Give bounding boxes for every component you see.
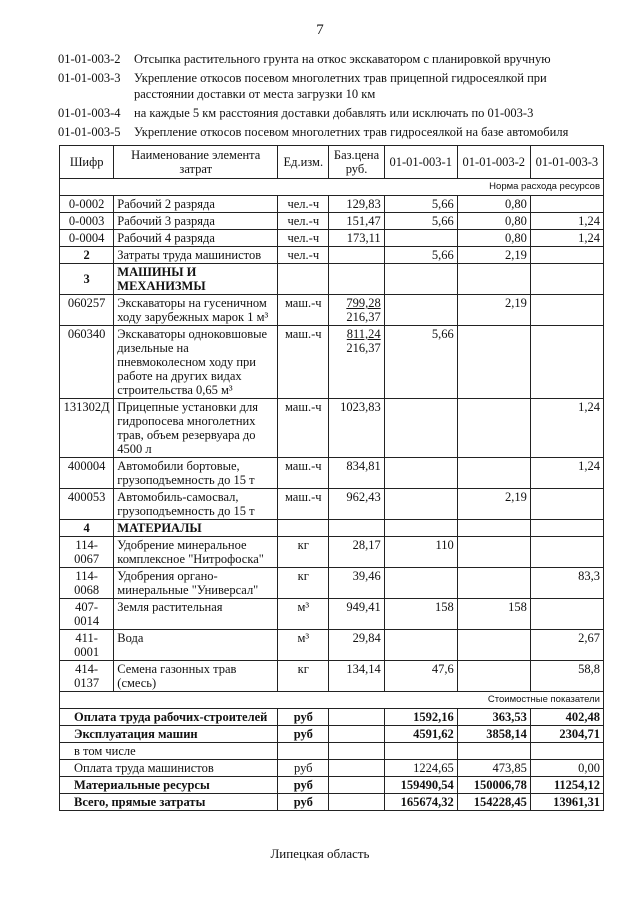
row-v3: [530, 326, 603, 399]
empty-cell: [329, 726, 384, 743]
summary-v2: 473,85: [457, 760, 530, 777]
code-text: Отсыпка растительного грунта на откос экскаватором с планировкой вручную: [134, 52, 551, 66]
row-v2: [457, 326, 530, 399]
summary-row: [60, 743, 604, 760]
code-text: на каждые 5 км расстояния доставки добавлять или исключать по 01-003-3: [134, 106, 534, 120]
row-price: [329, 326, 384, 399]
row-v3: 1,24: [530, 230, 603, 247]
row-v3: [530, 537, 603, 568]
empty-cell: [457, 520, 530, 537]
row-v2: 2,19: [457, 247, 530, 264]
row-price: 834,81: [329, 458, 384, 489]
row-name: Автомобили бортовые, грузоподъемность до 15 т: [114, 458, 278, 489]
row-price: [329, 295, 384, 326]
row-v2: [457, 399, 530, 458]
row-name: Затраты труда машинистов: [114, 247, 278, 264]
row-v1: [384, 489, 457, 520]
summary-v2: [457, 743, 530, 760]
row-v2: [457, 537, 530, 568]
summary-unit: руб: [278, 709, 329, 726]
row-price: 29,84: [329, 630, 384, 661]
table-header-row: [60, 146, 604, 179]
row-v3: 1,24: [530, 458, 603, 489]
code-line: [58, 105, 603, 121]
row-unit: маш.-ч: [278, 489, 329, 520]
summary-row: [60, 709, 604, 726]
header-v3: 01-01-003-3: [530, 146, 603, 179]
page-footer: Липецкая область: [270, 846, 370, 861]
table-row: [60, 599, 604, 630]
row-unit: маш.-ч: [278, 326, 329, 399]
code-id: 01-01-003-3: [58, 71, 121, 85]
row-unit: кг: [278, 537, 329, 568]
summary-row: [60, 794, 604, 811]
table-row: [60, 213, 604, 230]
summary-label: Всего, прямые затраты: [60, 794, 278, 811]
row-price: 129,83: [329, 196, 384, 213]
empty-cell: [329, 760, 384, 777]
row-v1: [384, 458, 457, 489]
row-v1: [384, 230, 457, 247]
row-code: 407-0014: [60, 599, 114, 630]
row-name: Земля растительная: [114, 599, 278, 630]
summary-unit: руб: [278, 760, 329, 777]
row-unit: м³: [278, 599, 329, 630]
section-title: МАТЕРИАЛЫ: [114, 520, 278, 537]
row-unit: маш.-ч: [278, 295, 329, 326]
summary-v3: 402,48: [530, 709, 603, 726]
price-main: 799,28: [346, 296, 381, 310]
row-v1: 5,66: [384, 326, 457, 399]
row-price: 962,43: [329, 489, 384, 520]
row-unit: чел.-ч: [278, 230, 329, 247]
row-v3: 1,24: [530, 213, 603, 230]
header-code: Шифр: [60, 146, 114, 179]
summary-v1: [384, 743, 457, 760]
row-code: 2: [60, 247, 114, 264]
row-code: 0-0004: [60, 230, 114, 247]
code-line: [58, 70, 603, 102]
row-price: 1023,83: [329, 399, 384, 458]
row-v1: 5,66: [384, 196, 457, 213]
table-row: [60, 326, 604, 399]
row-v3: [530, 489, 603, 520]
row-name: Прицепные установки для гидропосева многолетних трав, объем резервуара до 4500 л: [114, 399, 278, 458]
row-v3: 83,3: [530, 568, 603, 599]
section-code: 3: [60, 264, 114, 295]
summary-v3: 0,00: [530, 760, 603, 777]
summary-unit: руб: [278, 794, 329, 811]
summary-row: [60, 760, 604, 777]
empty-cell: [329, 264, 384, 295]
cost-label: Стоимостные показатели: [60, 692, 604, 709]
row-price: 28,17: [329, 537, 384, 568]
empty-cell: [329, 709, 384, 726]
empty-cell: [278, 264, 329, 295]
summary-v3: 11254,12: [530, 777, 603, 794]
empty-cell: [329, 794, 384, 811]
row-name: Вода: [114, 630, 278, 661]
table-row: [60, 295, 604, 326]
row-price: 949,41: [329, 599, 384, 630]
row-code: 114-0068: [60, 568, 114, 599]
empty-cell: [530, 520, 603, 537]
row-v1: 158: [384, 599, 457, 630]
row-code: 060257: [60, 295, 114, 326]
row-v3: [530, 295, 603, 326]
row-v2: [457, 568, 530, 599]
summary-unit: руб: [278, 777, 329, 794]
summary-unit: [278, 743, 329, 760]
header-v1: 01-01-003-1: [384, 146, 457, 179]
table-row: [60, 537, 604, 568]
row-name: Экскаваторы одноковшовые дизельные на пневмоколесном ходу при работе на других видах строительства 0,65 м³: [114, 326, 278, 399]
row-price: 134,14: [329, 661, 384, 692]
row-name: Рабочий 2 разряда: [114, 196, 278, 213]
summary-v2: 363,53: [457, 709, 530, 726]
summary-label: в том числе: [60, 743, 278, 760]
row-unit: кг: [278, 661, 329, 692]
summary-v2: 3858,14: [457, 726, 530, 743]
row-name: Рабочий 4 разряда: [114, 230, 278, 247]
row-v1: [384, 399, 457, 458]
row-code: 400053: [60, 489, 114, 520]
row-unit: кг: [278, 568, 329, 599]
row-v1: 5,66: [384, 213, 457, 230]
summary-label: Эксплуатация машин: [60, 726, 278, 743]
row-v2: 2,19: [457, 489, 530, 520]
summary-label: Материальные ресурсы: [60, 777, 278, 794]
row-v3: [530, 196, 603, 213]
row-code: 114-0067: [60, 537, 114, 568]
row-v2: 0,80: [457, 213, 530, 230]
header-name: Наименование элемента затрат: [114, 146, 278, 179]
row-code: 0-0003: [60, 213, 114, 230]
table-row: [60, 399, 604, 458]
resource-table: [59, 145, 604, 811]
code-id: 01-01-003-2: [58, 52, 121, 66]
row-unit: чел.-ч: [278, 213, 329, 230]
row-v3: 58,8: [530, 661, 603, 692]
row-v2: 158: [457, 599, 530, 630]
section-row: [60, 264, 604, 295]
row-v1: [384, 295, 457, 326]
price-secondary: 216,37: [346, 310, 381, 324]
summary-v1: 1224,65: [384, 760, 457, 777]
row-v1: [384, 568, 457, 599]
table-row: [60, 247, 604, 264]
empty-cell: [384, 520, 457, 537]
norm-label-row: [60, 179, 604, 196]
cost-label-row: [60, 692, 604, 709]
row-v2: [457, 630, 530, 661]
code-id: 01-01-003-4: [58, 106, 121, 120]
row-code: 414-0137: [60, 661, 114, 692]
section-code: 4: [60, 520, 114, 537]
header-price: Баз.цена руб.: [329, 146, 384, 179]
row-price: 39,46: [329, 568, 384, 599]
row-unit: маш.-ч: [278, 458, 329, 489]
code-text: Укрепление откосов посевом многолетних трав гидросеялкой на базе автомобиля: [134, 125, 569, 139]
summary-v2: 150006,78: [457, 777, 530, 794]
row-name: Автомобиль-самосвал, грузоподъемность до 15 т: [114, 489, 278, 520]
row-unit: чел.-ч: [278, 247, 329, 264]
header-v2: 01-01-003-2: [457, 146, 530, 179]
summary-v1: 4591,62: [384, 726, 457, 743]
summary-v2: 154228,45: [457, 794, 530, 811]
summary-v1: 159490,54: [384, 777, 457, 794]
row-v2: 2,19: [457, 295, 530, 326]
row-name: Рабочий 3 разряда: [114, 213, 278, 230]
page-number: 7: [316, 22, 324, 38]
row-v1: 5,66: [384, 247, 457, 264]
empty-cell: [278, 520, 329, 537]
row-name: Экскаваторы на гусеничном ходу зарубежных марок 1 м³: [114, 295, 278, 326]
summary-v3: [530, 743, 603, 760]
row-name: Удобрения органо-минеральные "Универсал": [114, 568, 278, 599]
empty-cell: [530, 264, 603, 295]
row-v1: 47,6: [384, 661, 457, 692]
table-row: [60, 568, 604, 599]
table-row: [60, 661, 604, 692]
table-row: [60, 630, 604, 661]
empty-cell: [329, 777, 384, 794]
row-v3: 2,67: [530, 630, 603, 661]
row-price: 151,47: [329, 213, 384, 230]
row-v1: [384, 630, 457, 661]
table-row: [60, 230, 604, 247]
row-code: 060340: [60, 326, 114, 399]
norm-label: Норма расхода ресурсов: [60, 179, 604, 196]
section-title: МАШИНЫ И МЕХАНИЗМЫ: [114, 264, 278, 295]
row-unit: м³: [278, 630, 329, 661]
row-v2: [457, 661, 530, 692]
summary-unit: руб: [278, 726, 329, 743]
row-v3: [530, 247, 603, 264]
row-price: [329, 247, 384, 264]
summary-row: [60, 777, 604, 794]
section-row: [60, 520, 604, 537]
row-v3: [530, 599, 603, 630]
code-line: [58, 51, 603, 67]
table-row: [60, 196, 604, 213]
row-unit: чел.-ч: [278, 196, 329, 213]
summary-v1: 165674,32: [384, 794, 457, 811]
row-price: 173,11: [329, 230, 384, 247]
price-secondary: 216,37: [346, 341, 381, 355]
row-v2: [457, 458, 530, 489]
row-name: Удобрение минеральное комплексное "Нитрофоска": [114, 537, 278, 568]
summary-row: [60, 726, 604, 743]
summary-label: Оплата труда машинистов: [60, 760, 278, 777]
summary-v3: 2304,71: [530, 726, 603, 743]
code-descriptions: [58, 51, 603, 143]
row-code: 131302Д: [60, 399, 114, 458]
code-line: [58, 124, 603, 140]
price-main: 811,24: [346, 327, 381, 341]
empty-cell: [329, 743, 384, 760]
code-text: Укрепление откосов посевом многолетних трав прицепной гидросеялкой при расстоянии доставки от места загрузки 10 км: [134, 71, 547, 101]
empty-cell: [329, 520, 384, 537]
row-code: 400004: [60, 458, 114, 489]
summary-v3: 13961,31: [530, 794, 603, 811]
row-code: 0-0002: [60, 196, 114, 213]
empty-cell: [384, 264, 457, 295]
table-row: [60, 458, 604, 489]
row-code: 411-0001: [60, 630, 114, 661]
summary-v1: 1592,16: [384, 709, 457, 726]
row-v2: 0,80: [457, 230, 530, 247]
row-name: Семена газонных трав (смесь): [114, 661, 278, 692]
row-v2: 0,80: [457, 196, 530, 213]
row-v3: 1,24: [530, 399, 603, 458]
table-row: [60, 489, 604, 520]
row-unit: маш.-ч: [278, 399, 329, 458]
empty-cell: [457, 264, 530, 295]
row-v1: 110: [384, 537, 457, 568]
summary-label: Оплата труда рабочих-строителей: [60, 709, 278, 726]
code-id: 01-01-003-5: [58, 125, 121, 139]
header-unit: Ед.изм.: [278, 146, 329, 179]
